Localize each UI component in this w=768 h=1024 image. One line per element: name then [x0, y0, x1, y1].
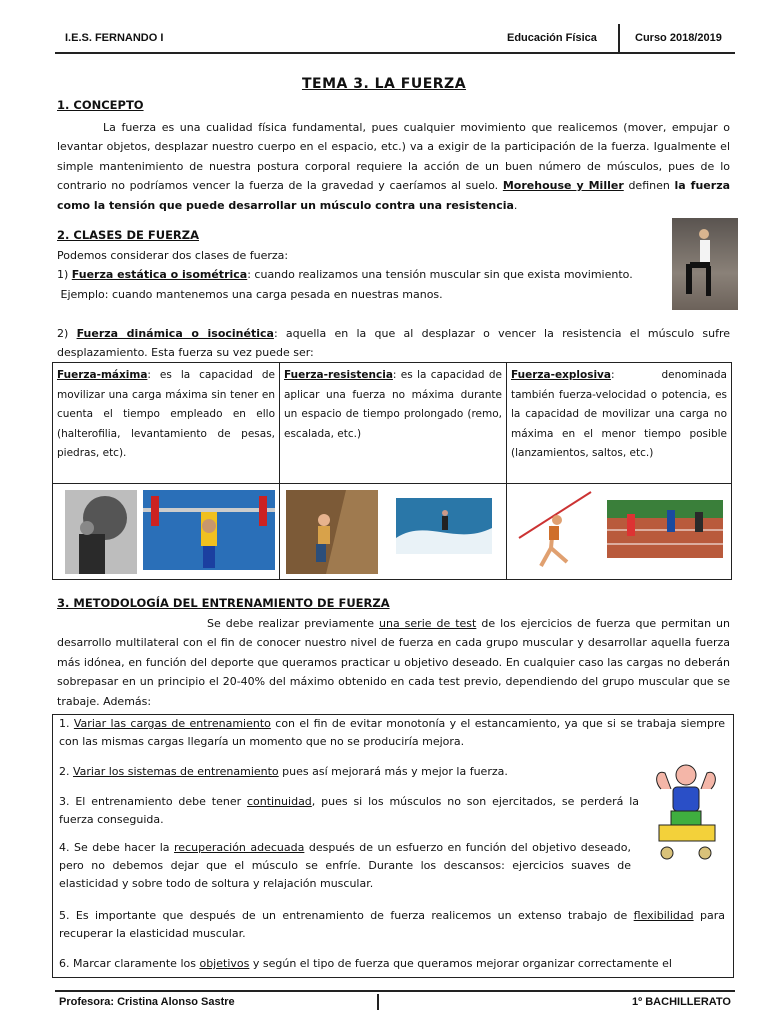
section-1-paragraph: La fuerza es una cualidad física fundamental, pues cualquier movimiento que realicemos (mover, empujar o levantar objetos, desplazar nuestro cuerpo en el espacio, etc.) va a exigir de la participación de la fuerza. Igualmente el simple mantenimiento de nuestra postura corporal requiere la acción de un buen número de músculos, pues de lo contrario no podríamos vencer la fuerza de la gravedad y caeríamos al suelo. Morehouse y Miller definen la fuerza como la tensión que puede desarrollar un músculo contra una resistencia.: [57, 121, 731, 212]
authors: Morehouse y Miller: [502, 179, 624, 193]
strongman-cartoon: [649, 759, 723, 865]
max-force-cell: Fuerza-máxima: es la capacidad de movilizar una carga máxima sin tener en cuenta el tiempo empleado en ello (halterofilia, levantamiento de pesas, piedras, etc).: [53, 363, 280, 484]
section-3-paragraph: Se debe realizar previamente una serie de test de los ejercicios de fuerza que permitan un desarrollo multilateral con el fin de conocer nuestro nivel de fuerza en cada grupo muscular y desarrollar aquella fuerza más idónea, en función del deporte que queramos practicar u objetivo deseado. En cualquier caso las cargas no deberán sobrepasar en un principio el 20-40% del máximo obtenido en cada test previo, dependiendo del grupo muscular que se trabaje. Además:: [57, 617, 730, 708]
resistance-force-cell: Fuerza-resistencia: es la capacidad de aplicar una fuerza no máxima durante un espacio de tiempo prolongado (remo, escalada, etc.): [280, 363, 507, 484]
definition: la fuerza como la tensión que puede desarrollar un músculo contra una resistencia: [57, 179, 731, 212]
page-footer: [55, 990, 735, 1018]
surfing-photo: [396, 498, 492, 554]
stone-lift-photo: [65, 490, 137, 574]
hurdles-photo: [607, 500, 723, 558]
course-year: Curso 2018/2019: [635, 32, 722, 44]
explosive-force-images: [507, 484, 732, 580]
explosive-force-cell: Fuerza-explosiva: denominada también fuerza-velocidad o potencia, es la capacidad de movilizar una carga no máxima en el menor tiempo posible (lanzamientos, saltos, etc.): [507, 363, 732, 484]
item-6: 6. Marcar claramente los objetivos y según el tipo de fuerza que queramos mejorar organizar correctamente el: [59, 957, 672, 970]
section-2-heading: 2. CLASES DE FUERZA: [57, 228, 200, 242]
header-divider: [618, 24, 620, 54]
weightlifting-photo: [143, 490, 275, 570]
max-force-images: [53, 484, 280, 580]
javelin-photo: [515, 490, 595, 574]
school-name: I.E.S. FERNANDO I: [65, 32, 164, 44]
force-types-table: [52, 362, 732, 580]
item-3: 3. El entrenamiento debe tener continuidad, pues si los músculos no son ejercitados, se perderá la fuerza conseguida.: [59, 795, 639, 826]
item-1: 1. Variar las cargas de entrenamiento con el fin de evitar monotonía y el estancamiento, ya que si se trabaja siempre con las mismas cargas llegaría un momento que no se produciría mejora.: [59, 717, 725, 748]
methodology-box: [52, 714, 734, 978]
resistance-force-images: [280, 484, 507, 580]
isometric-photo: [672, 218, 738, 310]
item-4: 4. Se debe hacer la recuperación adecuada después de un esfuerzo en función del objetivo deseado, pero no debemos dejar que el músculo se enfríe. Durante los descansos: ejercicios suaves de elasticidad y sobre todo de soltura y relajación muscular.: [59, 841, 631, 890]
climbing-photo: [286, 490, 378, 574]
subject-name: Educación Física: [507, 32, 597, 44]
page-title: TEMA 3. LA FUERZA: [301, 76, 467, 92]
section-2-intro: Podemos considerar dos clases de fuerza: 1) Fuerza estática o isométrica: cuando realizamos una tensión muscular sin que exista movimiento. Ejemplo: cuando mantenemos una carga pesada en nuestras manos.: [57, 249, 633, 301]
item-2: 2. Variar los sistemas de entrenamiento pues así mejorará más y mejor la fuerza.: [59, 765, 508, 778]
footer-divider: [377, 994, 379, 1010]
section-1-heading: 1. CONCEPTO: [57, 98, 144, 112]
section-3-heading: 3. METODOLOGÍA DEL ENTRENAMIENTO DE FUERZA: [57, 596, 390, 610]
teacher-name: Profesora: Cristina Alonso Sastre: [59, 996, 235, 1008]
page-header: [55, 24, 735, 54]
section-2-dynamic: 2) Fuerza dinámica o isocinética: aquella en la que al desplazar o vencer la resistencia el músculo sufre desplazamiento. Esta fuerza su vez puede ser:: [57, 327, 731, 360]
course-level: 1º BACHILLERATO: [632, 996, 731, 1008]
item-5: 5. Es importante que después de un entrenamiento de fuerza realicemos un extenso trabajo de flexibilidad para recuperar la elasticidad muscular.: [59, 909, 726, 940]
